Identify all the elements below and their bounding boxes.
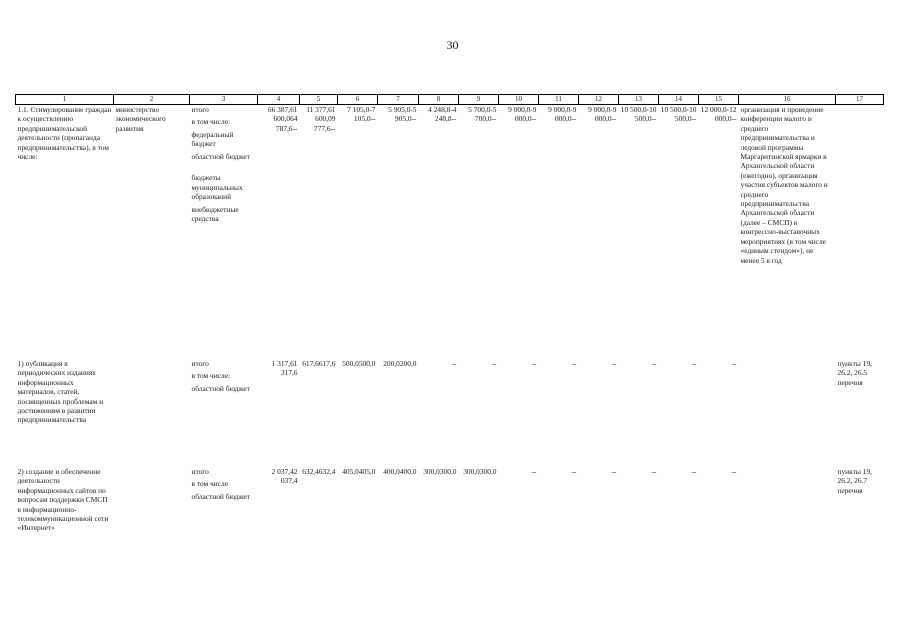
header-col-13: 13 — [619, 95, 659, 105]
col-year-value-12 — [579, 467, 619, 571]
cell-line: 617,6 — [318, 359, 336, 368]
cell-line: - — [451, 114, 455, 124]
cell-line: - — [646, 105, 650, 114]
cell-line: - — [450, 105, 453, 114]
cell-line: 4 248,8 — [434, 105, 457, 124]
page-number: 30 — [446, 38, 459, 52]
col-year-value-15 — [699, 359, 739, 467]
cell-line: 10 500,0 — [660, 105, 687, 114]
cell-line: - — [369, 105, 372, 114]
cell-line: 64 787,6 — [275, 114, 298, 133]
col-year-value-13 — [619, 105, 659, 360]
cell-line: - — [490, 105, 493, 114]
col-year-value-5 — [300, 467, 338, 571]
cell-line: 10 500,0 — [674, 105, 697, 124]
cell-line: - — [726, 105, 730, 114]
cell-line: 10 500,0 — [620, 105, 647, 114]
header-col-15: 15 — [699, 95, 739, 105]
cell-line: - — [654, 359, 657, 368]
cell-line: - — [691, 467, 695, 476]
cell-line: 632,4 — [302, 467, 319, 476]
col-expected-result — [739, 467, 836, 571]
col-responsible — [114, 467, 190, 571]
col-year-value-5 — [300, 105, 338, 360]
cell-line: - — [534, 114, 537, 124]
col-year-value-10 — [499, 359, 539, 467]
cell-line: 5 700,0 — [474, 105, 497, 124]
cell-line: - — [614, 359, 617, 368]
header-col-7: 7 — [378, 95, 419, 105]
cell-line: 617,6 — [302, 359, 319, 368]
header-col-3: 3 — [190, 95, 258, 105]
col-year-value-11 — [539, 105, 579, 360]
cell-line: 12 000,0 — [714, 105, 737, 124]
col-year-value-5 — [300, 359, 338, 467]
cell-line: 1 317,6 — [280, 359, 298, 378]
cell-line: 7 105,0 — [353, 105, 376, 124]
cell-line: - — [494, 114, 497, 124]
cell-line: - — [614, 467, 617, 476]
cell-line: - — [731, 359, 735, 368]
cell-line: - — [651, 114, 655, 124]
cell-line: - — [411, 114, 415, 124]
col-year-value-9 — [459, 105, 499, 360]
cell-line: 300,0 — [439, 467, 457, 476]
cell-line: - — [686, 105, 690, 114]
cell-line: - — [694, 467, 697, 476]
cell-line: - — [731, 114, 735, 124]
cell-line: 5 905,0 — [394, 105, 417, 124]
cell-line: - — [691, 114, 695, 124]
cell-line: - — [534, 467, 537, 476]
col-year-value-4 — [258, 105, 300, 360]
cell-line: 300,0 — [479, 467, 497, 476]
col-year-value-9 — [459, 359, 499, 467]
budget-table — [15, 94, 884, 571]
col-year-value-11 — [539, 467, 579, 571]
col-funding-source — [190, 105, 258, 360]
table-row-publication — [16, 359, 884, 467]
col-year-value-12 — [579, 105, 619, 360]
cell-line: - — [534, 359, 537, 368]
col-funding-source — [190, 467, 258, 571]
cell-line: 4 248,8 — [428, 105, 451, 114]
cell-line: 7 105,0 — [347, 105, 370, 114]
header-col-16: 16 — [739, 95, 836, 105]
cell-line: 2 037,4 — [280, 467, 298, 486]
cell-line: 10 500,0 — [634, 105, 657, 124]
cell-line: - — [651, 467, 655, 476]
cell-line: - — [574, 114, 577, 124]
cell-line: - — [410, 105, 413, 114]
col-reference: пункты 19, 26.2, 26.7 перечня — [837, 467, 872, 495]
cell-line: - — [654, 114, 657, 124]
cell-line: - — [731, 467, 735, 476]
col-reference — [836, 105, 884, 360]
cell-line: - — [611, 467, 615, 476]
col-year-value-14 — [659, 467, 699, 571]
col-year-value-8 — [419, 105, 459, 360]
cell-line: - — [491, 359, 495, 368]
cell-line: - — [451, 359, 455, 368]
cell-line: в том числе: — [191, 117, 231, 127]
cell-line: 400,0 — [399, 467, 417, 476]
cell-line: - — [530, 105, 533, 114]
header-col-17: 17 — [836, 95, 884, 105]
cell-line: - — [570, 105, 573, 114]
col-funding-source — [190, 359, 258, 467]
table-row-websites — [16, 467, 884, 571]
cell-line: 400,0 — [383, 467, 400, 476]
header-col-8: 8 — [419, 95, 459, 105]
cell-line: 200,0 — [399, 359, 417, 368]
header-col-5: 5 — [300, 95, 338, 105]
cell-line: 9 000,0 — [508, 105, 531, 114]
cell-line: внебюджетные средства — [191, 204, 239, 223]
cell-line: бюджеты муниципальных образований — [191, 173, 243, 202]
col-year-value-11 — [539, 359, 579, 467]
cell-line: - — [734, 467, 737, 476]
header-col-9: 9 — [459, 95, 499, 105]
col-year-value-14 — [659, 359, 699, 467]
cell-line: - — [734, 114, 737, 124]
col-measure-name: 2) создание и обеспечение деятельности информационных сайтов по вопросам поддержки СМСП в информационно-телекоммуникационной сети «Интернет» — [17, 467, 109, 533]
col-responsible — [114, 359, 190, 467]
cell-line: 1 600,0 — [273, 105, 298, 124]
cell-line: - — [330, 123, 334, 133]
cell-line: - — [571, 467, 575, 476]
col-year-value-6 — [338, 359, 378, 467]
cell-line: - — [531, 114, 535, 124]
cell-line: 9 000,0 — [588, 105, 611, 114]
col-responsible: министерство экономического развития — [115, 105, 166, 133]
col-year-value-4 — [258, 359, 300, 467]
col-year-value-9 — [459, 467, 499, 571]
cell-line: 1 317,6 — [271, 359, 294, 368]
header-col-1: 1 — [16, 95, 114, 105]
cell-line: - — [531, 467, 535, 476]
col-year-value-13 — [619, 359, 659, 467]
col-year-value-6 — [338, 105, 378, 360]
header-col-12: 12 — [579, 95, 619, 105]
col-year-value-7 — [378, 467, 419, 571]
cell-line: областной бюджет — [191, 383, 250, 393]
cell-line: - — [574, 359, 577, 368]
cell-line: - — [694, 359, 697, 368]
col-year-value-8 — [419, 359, 459, 467]
cell-line: 300,0 — [423, 467, 440, 476]
cell-line: - — [611, 359, 615, 368]
col-year-value-10 — [499, 105, 539, 360]
cell-line: 9 000,0 — [594, 105, 617, 124]
cell-line: - — [333, 123, 336, 133]
cell-line: - — [571, 359, 575, 368]
header-col-14: 14 — [659, 95, 699, 105]
col-measure-name: 1.1. Стимулирование граждан к осуществлению предпринимательской деятельности (пропаганда предпринимательства), в том числе: — [17, 105, 112, 162]
col-year-value-4 — [258, 467, 300, 571]
cell-line: - — [292, 123, 296, 133]
cell-line: 200,0 — [383, 359, 400, 368]
cell-line: - — [491, 114, 495, 124]
cell-line: 9 777,6 — [313, 114, 336, 133]
cell-line: областной бюджет — [191, 151, 250, 161]
cell-line: 300,0 — [463, 467, 480, 476]
cell-line: 5 700,0 — [468, 105, 491, 114]
cell-line: - — [694, 114, 697, 124]
col-expected-result: организация и проведение конференции малого и среднего предпринимательства и ледовой программы Маргаритинской ярмарки в Архангельской области (ежегодно), организация участия субъектов малого и среднего предпринимательства Архангельской области (далее – СМСП) в конгрессно-выставочных мероприятиях (в том числе «единым стендом»), не менее 5 в год — [740, 105, 828, 265]
col-year-value-15 — [699, 105, 739, 360]
cell-line: итого — [191, 359, 209, 368]
header-col-11: 11 — [539, 95, 579, 105]
col-year-value-10 — [499, 467, 539, 571]
cell-line: - — [295, 123, 298, 133]
cell-line: - — [370, 114, 374, 124]
cell-line: в том числе: — [191, 371, 231, 381]
cell-line: в том числе — [191, 479, 228, 489]
col-year-value-7 — [378, 359, 419, 467]
cell-line: 2 037,4 — [271, 467, 294, 476]
table-row-1-1 — [16, 105, 884, 360]
header-col-6: 6 — [338, 95, 378, 105]
cell-line: 66 387,6 — [267, 105, 294, 114]
col-expected-result — [739, 359, 836, 467]
col-year-value-15 — [699, 467, 739, 571]
cell-line: - — [614, 114, 617, 124]
cell-line: 632,4 — [318, 467, 336, 476]
cell-line: - — [691, 359, 695, 368]
cell-line: - — [373, 114, 376, 124]
cell-line: - — [494, 359, 497, 368]
cell-line: 500,0 — [358, 359, 376, 368]
header-col-10: 10 — [499, 95, 539, 105]
cell-line: 405,0 — [342, 467, 359, 476]
cell-line: 11 377,6 — [306, 105, 332, 114]
cell-line: 500,0 — [342, 359, 359, 368]
col-year-value-13 — [619, 467, 659, 571]
cell-line: областной бюджет — [191, 491, 250, 501]
cell-line: - — [611, 114, 615, 124]
cell-line: - — [654, 467, 657, 476]
col-year-value-8 — [419, 467, 459, 571]
col-year-value-12 — [579, 359, 619, 467]
cell-line: 9 000,0 — [554, 105, 577, 124]
cell-line: 9 000,0 — [514, 105, 537, 124]
col-year-value-14 — [659, 105, 699, 360]
cell-line: - — [454, 359, 457, 368]
cell-line: 9 000,0 — [548, 105, 571, 114]
cell-line: - — [734, 359, 737, 368]
cell-line: - — [454, 114, 457, 124]
cell-line: - — [574, 467, 577, 476]
col-year-value-7 — [378, 105, 419, 360]
cell-line: итого — [191, 467, 209, 476]
col-reference: пункты 19, 26.2, 26.5 перечня — [837, 359, 872, 387]
cell-line: - — [531, 359, 535, 368]
header-row — [16, 95, 884, 105]
cell-line: 1 600,0 — [315, 105, 336, 124]
cell-line: итого — [191, 105, 209, 114]
cell-line: 12 000,0 — [700, 105, 727, 114]
col-year-value-6 — [338, 467, 378, 571]
cell-line: 405,0 — [358, 467, 376, 476]
cell-line: - — [610, 105, 613, 114]
col-measure-name: 1) публикация в периодических изданиях информационных материалов, статей, посвященных проблемам и достижениям в развитии предпринимательства — [17, 359, 104, 425]
cell-line: - — [571, 114, 575, 124]
header-col-4: 4 — [258, 95, 300, 105]
header-col-2: 2 — [114, 95, 190, 105]
cell-line: 5 905,0 — [388, 105, 411, 114]
cell-line: федеральный бюджет — [191, 129, 234, 149]
cell-line: - — [414, 114, 417, 124]
cell-line: - — [651, 359, 655, 368]
